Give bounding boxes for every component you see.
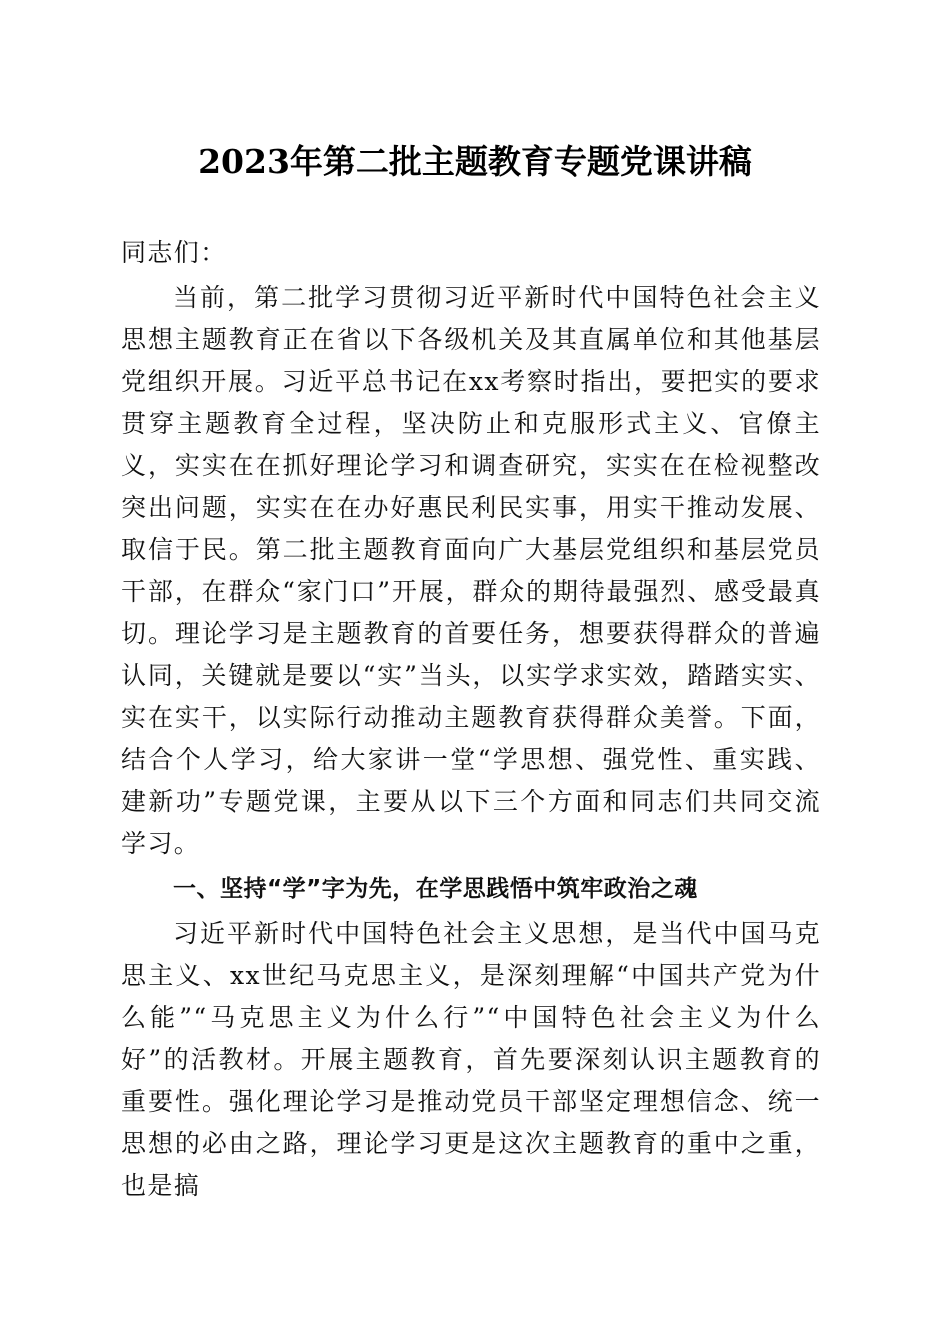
salutation: 同志们： (121, 238, 227, 267)
intro-paragraph: 当前，第二批学习贯彻习近平新时代中国特色社会主义思想主题教育正在省以下各级机关及其直属单位和其他基层党组织开展。习近平总书记在xx考察时指出，要把实的要求贯穿主题教育全过程，坚决防止和克服形式主义、官僚主义，实实在在抓好理论学习和调查研究，实实在在检视整改突出问题，实实在在办好惠民利民实事，用实干推动发展、取信于民。第二批主题教育面向广大基层党组织和基层党员干部，在群众“家门口”开展，群众的期待最强烈、感受最真切。理论学习是主题教育的首要任务，想要获得群众的普遍认同，关键就是要以“实”当头，以实学求实效，踏踏实实、实在实干，以实际行动推动主题教育获得群众美誉。下面，结合个人学习，给大家讲一堂“学思想、强党性、重实践、建新功”专题党课，主要从以下三个方面和同志们共同交流学习。 (121, 283, 821, 858)
section-1-paragraph: 习近平新时代中国特色社会主义思想，是当代中国马克思主义、xx世纪马克思主义，是深刻理解“中国共产党为什么能”“马克思主义为什么行”“中国特色社会主义为什么好”的活教材。开展主题教育，首先要深刻认识主题教育的重要性。强化理论学习是推动党员干部坚定理想信念、统一思想的必由之路，理论学习更是这次主题教育的重中之重，也是搞 (121, 919, 821, 1200)
document-title: 2023年第二批主题教育专题党课讲稿 (198, 142, 752, 181)
section-heading-1: 一、坚持“学”字为先，在学思践悟中筑牢政治之魂 (173, 876, 698, 902)
document-body (121, 232, 821, 1207)
